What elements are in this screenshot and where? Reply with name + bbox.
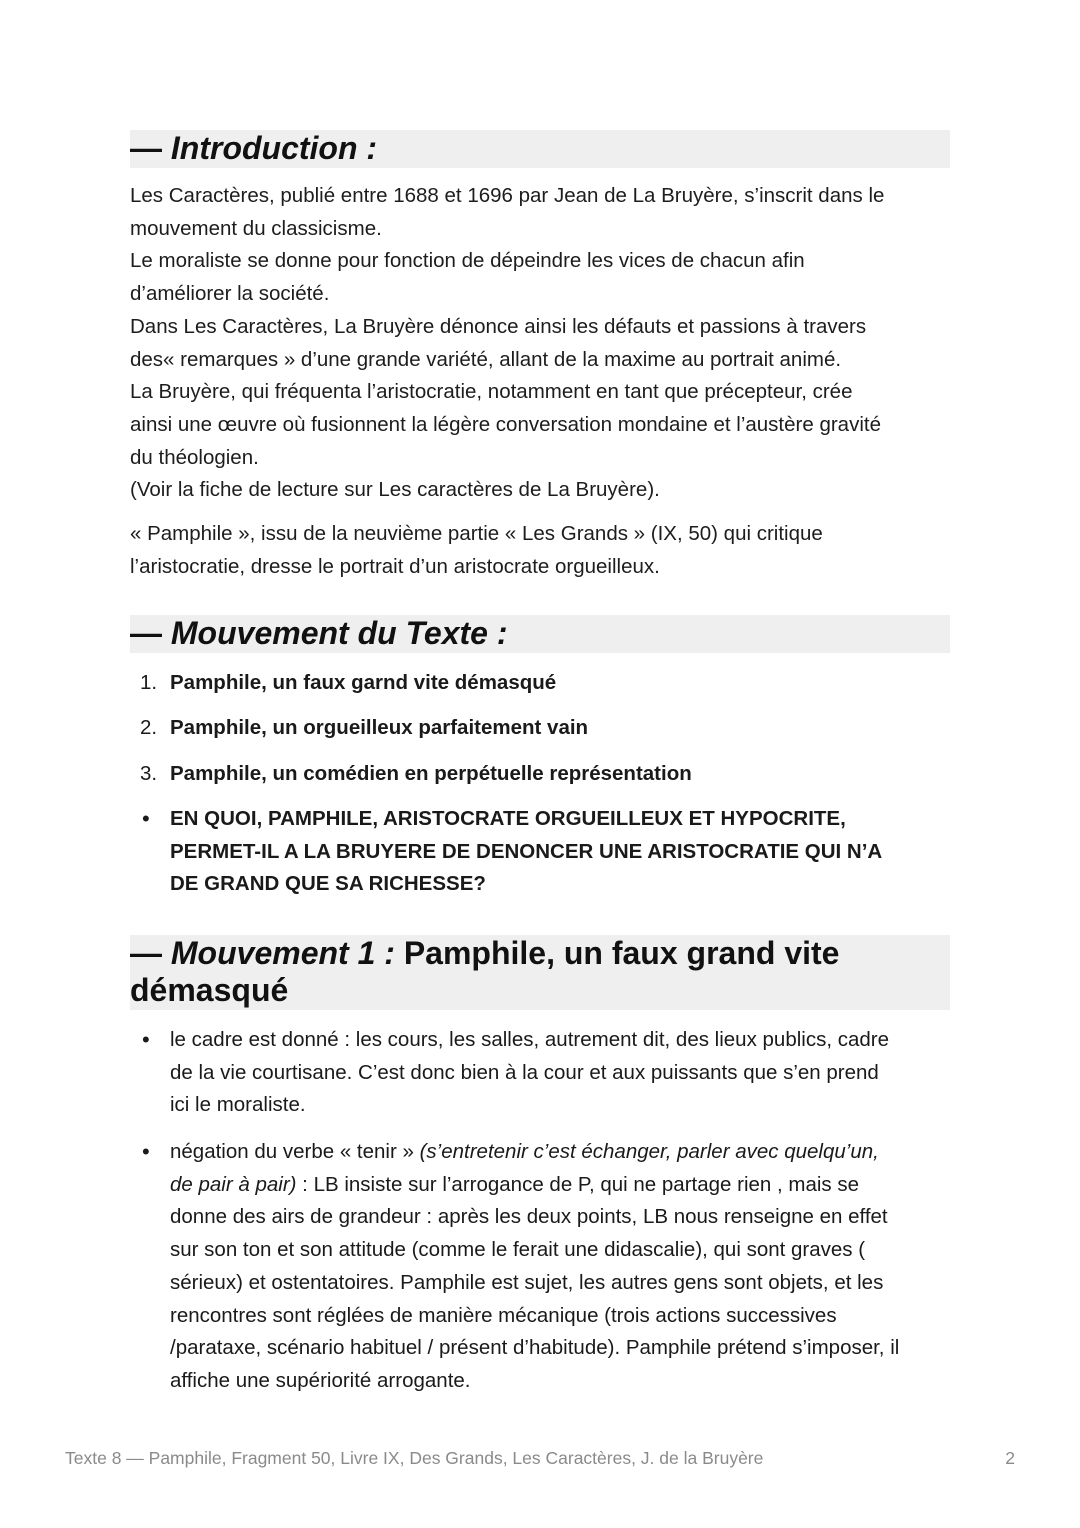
text-line: le cadre est donné : les cours, les salles, autrement dit, des lieux publics, cadre: [170, 1028, 890, 1051]
text-line: [170, 1136, 960, 1169]
text-line: affiche une supériorité arrogante.: [170, 1368, 471, 1392]
text-line: sur son ton et son attitude (comme le ferait une didascalie), qui sont graves (: [170, 1238, 866, 1262]
bullet-icon: •: [142, 1139, 150, 1164]
heading-line-2: démasqué: [130, 972, 289, 1008]
bullet-text: [170, 1024, 960, 1122]
text-line: Dans Les Caractères, La Bruyère dénonce ainsi les défauts et passions à travers: [130, 314, 867, 338]
problematique-bullet: [130, 803, 950, 903]
heading-dash: —: [130, 130, 171, 166]
problematique-text: [170, 803, 960, 901]
text-line: (Voir la fiche de lecture sur Les caractères de La Bruyère).: [130, 478, 660, 502]
text-line: Le moraliste se donne pour fonction de dépeindre les vices de chacun afin: [130, 249, 805, 273]
bullet-cadre: [130, 1024, 950, 1124]
text-line: rencontres sont réglées de manière mécanique (trois actions successives: [170, 1303, 837, 1327]
text-line: sérieux) et ostentatoires. Pamphile est sujet, les autres gens sont objets, et les: [170, 1270, 884, 1294]
list-text: Pamphile, un comédien en perpétuelle représentation: [170, 762, 692, 785]
intro-paragraph-2: [130, 518, 950, 583]
text-line: DE GRAND QUE SA RICHESSE?: [170, 872, 486, 896]
heading-line-1: [130, 935, 950, 972]
text-line: des« remarques » d’une grande variété, allant de la maxime au portrait animé.: [130, 347, 842, 371]
list-text: Pamphile, un faux garnd vite démasqué: [170, 671, 557, 694]
text-line: donne des airs de grandeur : après les deux points, LB nous renseigne en effet: [170, 1205, 888, 1229]
text-line: EN QUOI, PAMPHILE, ARISTOCRATE ORGUEILLEUX ET HYPOCRITE,: [170, 807, 846, 830]
heading-dash: —: [130, 935, 171, 971]
bullet-icon: •: [142, 1027, 150, 1052]
text-span: négation du verbe « tenir »: [170, 1140, 420, 1163]
heading-label: Introduction :: [170, 130, 378, 166]
heading-dash: —: [130, 615, 171, 651]
text-line: La Bruyère, qui fréquenta l’aristocratie, notamment en tant que précepteur, crée: [130, 380, 853, 404]
bullet-negation: [130, 1136, 950, 1401]
text-line: /parataxe, scénario habituel / présent d’habitude). Pamphile prétend s’imposer, il: [170, 1336, 900, 1360]
text-line: [170, 1169, 960, 1202]
text-line: ainsi une œuvre où fusionnent la légère conversation mondaine et l’austère gravité: [130, 412, 881, 436]
list-number: 3.: [140, 762, 158, 785]
list-number: 2.: [140, 716, 158, 739]
heading-mouvement-texte: [130, 615, 950, 653]
text-line: PERMET-IL A LA BRUYERE DE DENONCER UNE ARISTOCRATIE QUI N’A: [170, 839, 883, 863]
intro-paragraph: [130, 180, 950, 507]
heading-label: Mouvement du Texte :: [170, 615, 508, 651]
list-number: 1.: [140, 671, 158, 694]
text-line: d’améliorer la société.: [130, 282, 330, 306]
list-text: Pamphile, un orgueilleux parfaitement vain: [170, 716, 589, 739]
bullet-icon: •: [142, 806, 150, 831]
text-line: de la vie courtisane. C’est donc bien à la cour et aux puissants que s’en prend: [170, 1060, 879, 1084]
text-line: l’aristocratie, dresse le portrait d’un aristocrate orgueilleux.: [130, 554, 660, 578]
text-line: du théologien.: [130, 445, 259, 469]
heading-label: Mouvement 1 :: [170, 935, 395, 971]
bullet-text: [170, 1136, 960, 1398]
text-span: : LB insiste sur l’arrogance de P, qui ne partage rien , mais se: [296, 1172, 860, 1196]
page-footer: Texte 8 — Pamphile, Fragment 50, Livre IX, Des Grands, Les Caractères, J. de la Bruyère: [65, 1448, 764, 1468]
text-line: Les Caractères, publié entre 1688 et 1696 par Jean de La Bruyère, s’inscrit dans le: [130, 184, 885, 207]
text-line: « Pamphile », issu de la neuvième partie « Les Grands » (IX, 50) qui critique: [130, 522, 823, 545]
heading-title: Pamphile, un faux grand vite: [394, 935, 840, 971]
heading-mouvement-1: [130, 935, 950, 1010]
page-number: 2: [1005, 1448, 1015, 1468]
italic-span: de pair à pair): [170, 1172, 297, 1196]
heading-introduction: [130, 130, 950, 168]
italic-span: (s’entretenir c’est échanger, parler avec quelqu’un,: [419, 1140, 879, 1163]
text-line: ici le moraliste.: [170, 1093, 306, 1117]
text-line: mouvement du classicisme.: [130, 216, 382, 240]
